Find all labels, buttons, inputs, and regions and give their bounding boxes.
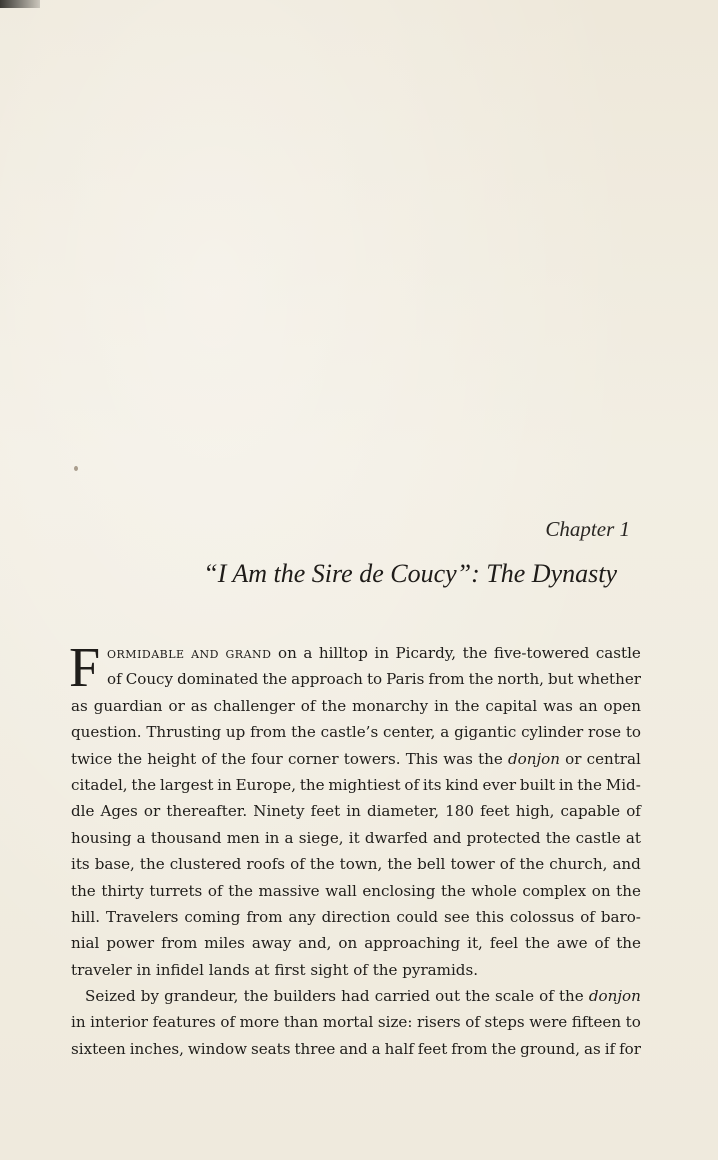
word: a [284,828,294,847]
word: a [440,723,450,742]
word: grand [225,644,272,662]
word: Paris [386,670,425,689]
text-line [71,1036,641,1062]
text-line [71,693,641,719]
word: features [152,1013,216,1032]
word: monarchy [352,696,429,715]
word: in [136,960,152,979]
word: thirty [101,881,144,900]
paragraph-block [69,637,641,1062]
text-line [71,851,641,877]
word: in [558,775,574,794]
word: wall [325,881,357,900]
word: from [250,723,287,742]
word: an [578,696,598,715]
word: north, [497,670,544,689]
text-line [71,825,641,851]
word: the [243,987,269,1006]
word: the [440,881,466,900]
word: if [604,1039,616,1058]
word: and [612,855,641,874]
word: the [117,749,143,768]
word: largest [159,775,214,794]
word: scale [495,987,535,1006]
word: feet [417,1039,448,1058]
word: the [309,855,335,874]
word: of [290,855,305,874]
word: towers. [343,749,401,768]
word: roofs [246,855,286,874]
word: sight [310,960,349,979]
word: to [625,723,641,742]
word: sixteen [71,1039,126,1058]
word: Coucy [125,670,174,689]
word: whether [577,670,641,689]
word: citadel, [71,775,128,794]
word: from [451,1039,488,1058]
word: baro- [600,907,641,926]
word: of [499,855,515,874]
text-line [71,930,641,956]
text-line [71,878,641,904]
word: infidel [155,960,204,979]
word: direction [321,907,391,926]
word: seats [251,1039,291,1058]
text-line [71,666,641,692]
word: approach [291,670,363,689]
word: the [558,987,584,1006]
word: ever [482,775,517,794]
text-line [71,957,641,983]
word: or [168,696,185,715]
word: a [371,1039,381,1058]
word: the [468,670,494,689]
word: feet [480,802,510,821]
word: center, [383,723,436,742]
word: gigantic [454,723,517,742]
word: as [190,696,208,715]
word: the [577,775,602,794]
word: clustered [169,855,242,874]
word: away [251,934,292,953]
word: feel [489,934,519,953]
word: twice [71,749,113,768]
word: any [288,907,316,926]
word: interior [90,1013,149,1032]
word: Seized [85,987,136,1006]
word: lands [208,960,250,979]
word: or [565,749,582,768]
word: cylinder [521,723,584,742]
word: question. [71,723,142,742]
word: complex [522,881,587,900]
word: base, [94,855,135,874]
word: men [226,828,260,847]
word: the [221,749,246,768]
word: built [519,775,556,794]
word: in [71,1013,86,1032]
word: the [71,881,96,900]
word: from [428,670,465,689]
word: on [338,934,358,953]
word: size: [377,1013,413,1032]
word: five-towered [493,644,590,662]
word: mightiest [328,775,401,794]
word: height [147,749,197,768]
word: the [462,644,488,662]
text-line [71,1009,641,1035]
word: to [366,670,383,689]
text-line [71,746,641,772]
text-line [71,983,641,1009]
word: to [625,1013,641,1032]
word: grandeur, [164,987,239,1006]
word: bell [417,855,446,874]
word: dwarfed [364,828,428,847]
word: was [443,749,473,768]
word: of [404,775,420,794]
word: risers [417,1013,461,1032]
word: the [228,881,253,900]
word: a [136,828,146,847]
word: its [422,775,442,794]
word: could [396,907,439,926]
word: castle [575,828,621,847]
word: and, [298,934,332,953]
word: traveler [71,960,132,979]
word: the [387,855,413,874]
word: Mid- [605,775,641,794]
word: open [603,696,641,715]
word: corner [287,749,339,768]
word: the [491,1039,517,1058]
word: housing [71,828,132,847]
word: up [225,723,246,742]
page-corner-shadow [0,0,40,8]
word: was [543,696,573,715]
word: of [201,749,217,768]
word: turrets [149,881,203,900]
word: its [71,855,90,874]
text-line [71,798,641,824]
word: Ages [100,802,138,821]
word: diameter, [366,802,440,821]
word: thousand [150,828,222,847]
word: than [283,1013,319,1032]
word: this [475,907,504,926]
word: in [346,802,361,821]
word: steps [484,1013,525,1032]
word: ground, [520,1039,580,1058]
word: a [303,644,313,662]
word: challenger [213,696,295,715]
word: the [131,775,157,794]
word: the [616,934,641,953]
word: carried [374,987,431,1006]
word: out [435,987,461,1006]
word: and [191,644,219,662]
word: but [547,670,574,689]
word: rose [588,723,622,742]
word: the [519,855,545,874]
word: whole [471,881,517,900]
word: as [583,1039,601,1058]
word: three [294,1039,336,1058]
word: capital [485,696,538,715]
drop-cap-letter: F [69,637,101,699]
word: on [591,881,611,900]
word: dominated [177,670,259,689]
word: the [262,670,288,689]
word: donjon [507,749,560,768]
word: kind [445,775,479,794]
word: at [254,960,270,979]
chapter-label: Chapter 1 [545,517,630,541]
word: miles [204,934,245,953]
word: feet [310,802,341,821]
word: dle [71,802,95,821]
word: four [251,749,283,768]
word: Ninety [253,802,305,821]
word: it [348,828,360,847]
word: Picardy, [395,644,457,662]
word: fifteen [571,1013,622,1032]
word: at [625,828,641,847]
word: donjon [588,987,641,1006]
word: Europe, [235,775,297,794]
word: from [246,907,283,926]
word: the [139,855,165,874]
word: colossus [509,907,575,926]
word: were [529,1013,568,1032]
word: Thrusting [146,723,222,742]
word: the [454,696,480,715]
word: the [372,960,398,979]
word: see [444,907,470,926]
word: more [239,1013,280,1032]
word: builders [273,987,337,1006]
word: of [580,907,595,926]
word: high, [515,802,555,821]
word: as [71,696,88,715]
chapter-title: “I Am the Sire de Coucy”: The Dynasty [203,559,617,588]
word: the [478,749,503,768]
word: of [465,1013,480,1032]
word: the [545,828,571,847]
word: the [299,775,325,794]
word: capable [560,802,621,821]
word: church, [549,855,608,874]
word: half [384,1039,414,1058]
word: siege, [298,828,344,847]
word: first [274,960,306,979]
word: of [220,1013,236,1032]
word: the [321,696,347,715]
word: from [161,934,198,953]
word: for [619,1039,641,1058]
word: window [187,1039,248,1058]
word: in [374,644,389,662]
word: pyramids. [402,960,478,979]
word: ormidable [107,644,185,662]
word: and [432,828,462,847]
word: or [143,802,161,821]
word: approaching [364,934,461,953]
word: Travelers [105,907,179,926]
word: protected [466,828,541,847]
word: had [341,987,370,1006]
word: of [594,934,610,953]
word: power [106,934,155,953]
word: hill. [71,907,101,926]
word: coming [184,907,241,926]
word: of [107,670,122,689]
word: the [465,987,490,1006]
word: mortal [322,1013,374,1032]
text-line [71,719,641,745]
word: of [353,960,368,979]
word: and [339,1039,368,1058]
word: hilltop [318,644,368,662]
text-line [71,904,641,930]
word: central [586,749,641,768]
word: nial [71,934,100,953]
word: the [291,723,316,742]
word: awe [556,934,588,953]
word: of [207,881,223,900]
word: of [539,987,554,1006]
word: This [405,749,439,768]
body-text [69,637,641,1062]
word: castle’s [320,723,379,742]
word: tower [450,855,495,874]
word: in [264,828,280,847]
word: of [300,696,316,715]
word: on [278,644,297,662]
word: of [626,802,641,821]
word: massive [258,881,320,900]
word: enclosing [362,881,436,900]
word: the [616,881,641,900]
word: 180 [445,802,474,821]
word: castle [595,644,641,662]
text-line [71,640,641,666]
word: in [217,775,232,794]
word: by [140,987,159,1006]
word: guardian [93,696,163,715]
word: thereafter. [166,802,248,821]
word: town, [339,855,383,874]
word: it, [467,934,483,953]
word: in [434,696,449,715]
text-line [71,772,641,798]
word: the [525,934,550,953]
word: inches, [129,1039,184,1058]
